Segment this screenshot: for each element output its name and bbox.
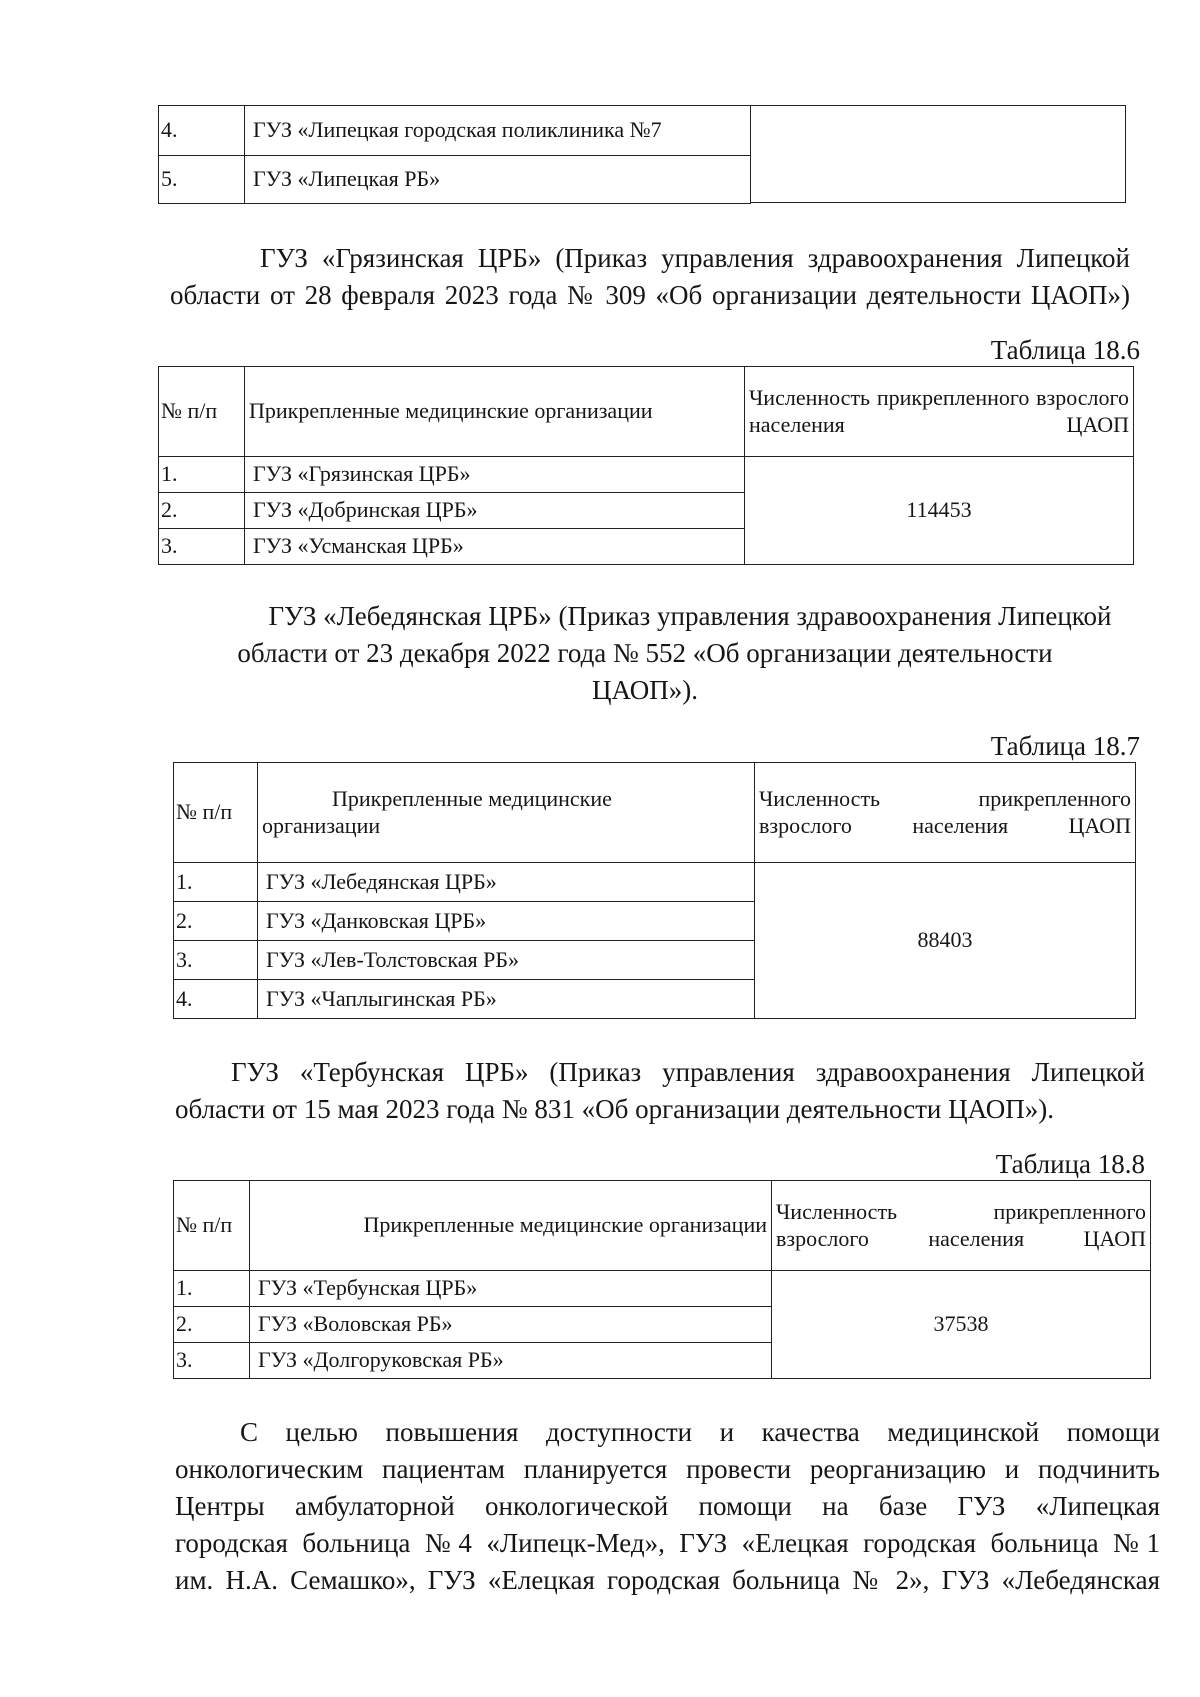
heading-line: ГУЗ «Грязинская ЦРБ» (Приказ управления здравоохранения Липецкой [260,243,1130,273]
row-number: 1. [174,1271,250,1307]
paragraph-line: С целью повышения доступности и качества медицинской помощи [240,1417,1160,1447]
row-number: 3. [174,941,258,980]
row-number: 3. [159,529,245,565]
header-number: № п/п [174,763,258,863]
table-continuation-side-cell [750,105,1126,203]
paragraph-line: им. Н.А. Семашко», ГУЗ «Елецкая городская больница № 2», ГУЗ «Лебедянская [175,1565,1160,1595]
row-organization: ГУЗ «Чаплыгинская РБ» [258,980,755,1019]
section-heading-lebedyanskaya [160,598,1130,709]
header-number: № п/п [159,367,245,457]
header-organizations: Прикрепленные медицинские организации [245,367,745,457]
population-value: 114453 [745,457,1134,565]
population-value: 88403 [755,863,1136,1019]
row-organization: ГУЗ «Тербунская ЦРБ» [250,1271,772,1307]
row-organization: ГУЗ «Усманская ЦРБ» [245,529,745,565]
row-number: 5. [159,156,245,204]
table-header-row [174,763,1136,863]
row-number: 1. [174,863,258,902]
heading-line: ЦАОП»). [592,675,698,705]
row-organization: ГУЗ «Воловская РБ» [250,1307,772,1343]
row-organization: ГУЗ «Липецкая РБ» [245,156,751,204]
paragraph-line: городская больница №4 «Липецк-Мед», ГУЗ «Елецкая городская больница №1 [175,1528,1160,1558]
table-header-row [174,1181,1151,1271]
header-population: Численность прикрепленного взрослого населения ЦАОП [745,367,1134,457]
heading-line: ГУЗ «Лебедянская ЦРБ» (Приказ управления здравоохранения Липецкой [268,601,1112,631]
row-organization: ГУЗ «Грязинская ЦРБ» [245,457,745,493]
table-caption-18-7: Таблица 18.7 [990,731,1140,761]
row-number: 2. [174,902,258,941]
row-number: 4. [159,106,245,156]
section-heading-gryazinskaya [170,240,1130,314]
row-organization: ГУЗ «Добринская ЦРБ» [245,493,745,529]
row-number: 4. [174,980,258,1019]
table-header-row [159,367,1134,457]
table-row [159,457,1134,493]
header-organizations-line1: Прикрепленные медицинские [332,786,612,812]
row-organization: ГУЗ «Долгоруковская РБ» [250,1343,772,1379]
heading-line: области от 15 мая 2023 года № 831 «Об организации деятельности ЦАОП»). [175,1094,1055,1124]
row-organization: ГУЗ «Данковская ЦРБ» [258,902,755,941]
row-organization: ГУЗ «Лев-Толстовская РБ» [258,941,755,980]
table-caption-18-8: Таблица 18.8 [995,1149,1145,1179]
row-number: 1. [159,457,245,493]
paragraph-line: онкологическим пациентам планируется провести реорганизацию и подчинить [175,1454,1160,1484]
header-number: № п/п [174,1181,250,1271]
table-18-7 [173,762,1136,1019]
table-row [174,1271,1151,1307]
closing-paragraph [175,1414,1160,1599]
population-value: 37538 [772,1271,1151,1379]
section-heading-terbunskaya [175,1054,1145,1128]
heading-line: области от 23 декабря 2022 года № 552 «Об организации деятельности [237,638,1053,668]
table-caption-18-6: Таблица 18.6 [990,335,1140,365]
header-population: Численность прикрепленного взрослого населения ЦАОП [772,1181,1151,1271]
header-organizations [258,763,755,863]
header-organizations-line2: организации [262,812,381,838]
table-continuation [158,105,751,204]
row-organization: ГУЗ «Липецкая городская поликлиника №7 [245,106,751,156]
table-row [159,106,751,156]
header-organizations: Прикрепленные медицинские организации [250,1181,772,1271]
row-organization: ГУЗ «Лебедянская ЦРБ» [258,863,755,902]
paragraph-line: Центры амбулаторной онкологической помощи на базе ГУЗ «Липецкая [175,1491,1160,1521]
table-18-6 [158,366,1134,565]
row-number: 2. [159,493,245,529]
heading-line: области от 28 февраля 2023 года № 309 «Об организации деятельности ЦАОП») [170,280,1130,310]
table-row [174,863,1136,902]
table-row [159,156,751,204]
table-18-8 [173,1180,1151,1379]
heading-line: ГУЗ «Тербунская ЦРБ» (Приказ управления здравоохранения Липецкой [231,1057,1145,1087]
row-number: 3. [174,1343,250,1379]
row-number: 2. [174,1307,250,1343]
header-population: Численность прикрепленного взрослого населения ЦАОП [755,763,1136,863]
